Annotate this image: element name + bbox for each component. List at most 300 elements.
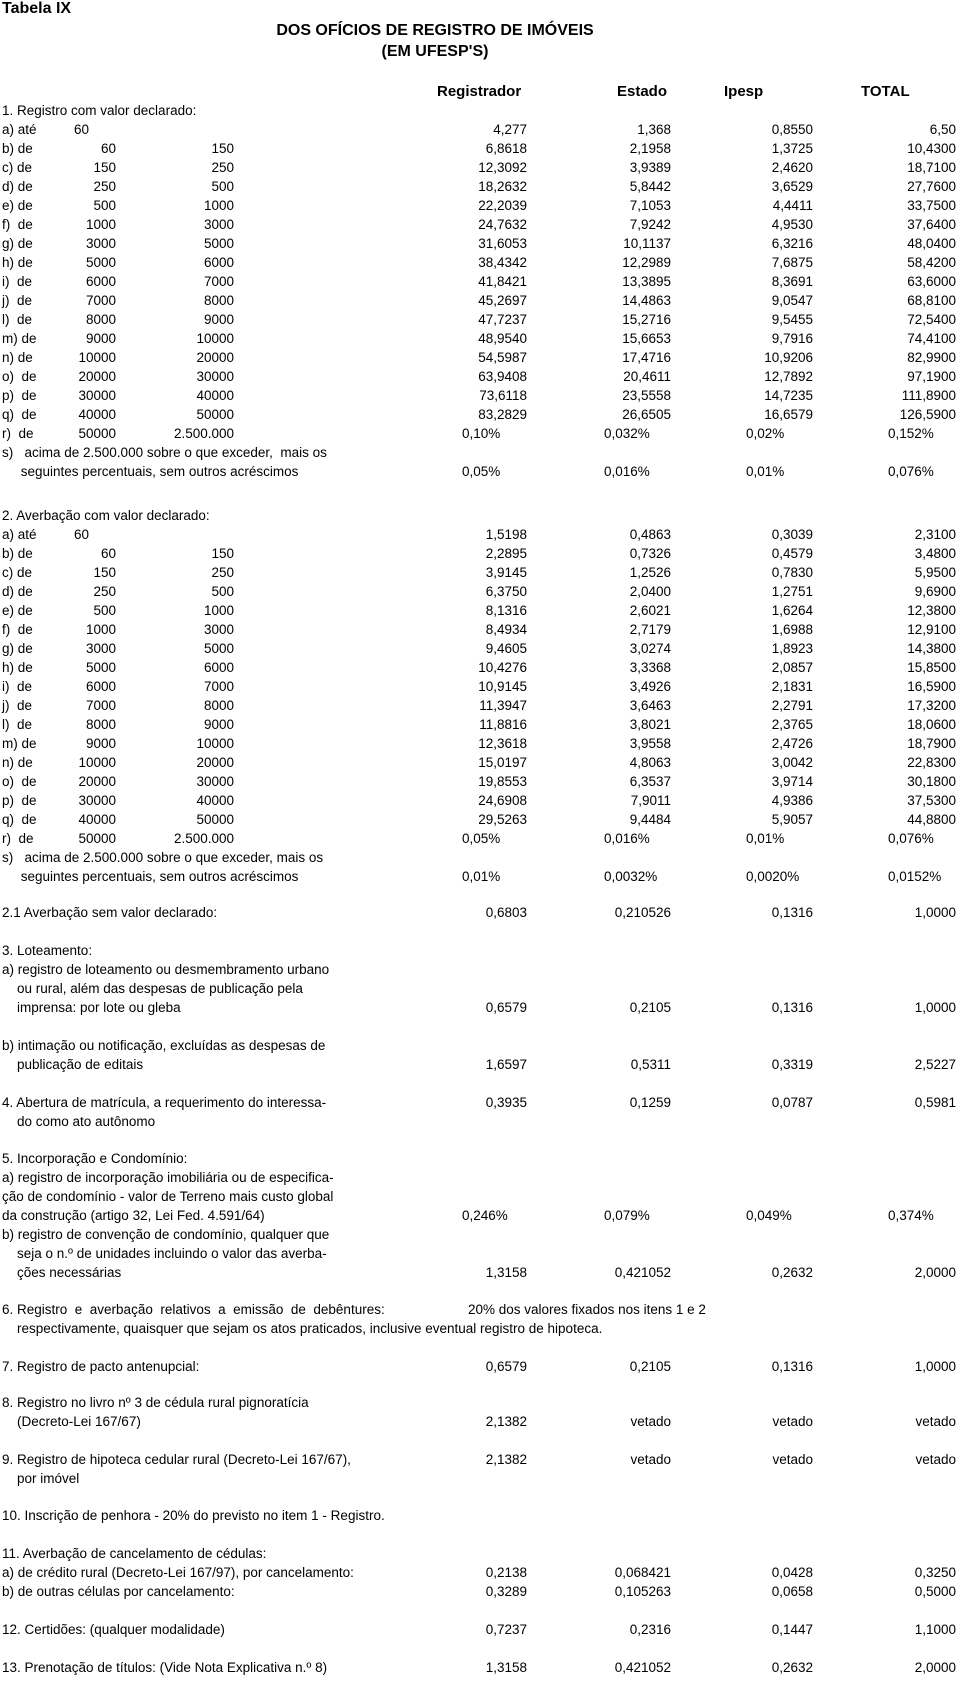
section-heading: 1. Registro com valor declarado: (2, 103, 197, 118)
value-cell: 13,3895 (622, 274, 671, 289)
value-cell: 83,2829 (478, 407, 527, 422)
value-cell: 3,9389 (629, 160, 671, 175)
range-to: 9000 (203, 312, 234, 327)
value-cell: 38,4342 (478, 255, 527, 270)
row-label: f) de (2, 622, 33, 637)
value-cell: 30,1800 (907, 774, 956, 789)
value-cell: 73,6118 (479, 388, 527, 403)
item-text: ou rural, além das despesas de publicação pela (2, 981, 303, 996)
value-cell: 0,6803 (485, 905, 527, 920)
value-cell: 0,02% (746, 426, 785, 441)
row-label: c) de (2, 160, 33, 175)
value-cell: 6,3750 (485, 584, 527, 599)
value-cell: 8,4934 (485, 622, 527, 637)
value-cell: 48,0400 (907, 236, 956, 251)
range-to: 8000 (203, 698, 234, 713)
section-heading: 2. Averbação com valor declarado: (2, 508, 210, 523)
range-to: 250 (211, 565, 234, 580)
range-from: 60 (100, 141, 116, 156)
value-cell: 0,5981 (914, 1095, 956, 1110)
value-cell: 3,0274 (629, 641, 671, 656)
row-label: l) de (2, 312, 33, 327)
range-from: 8000 (85, 312, 116, 327)
row-label: d) de (2, 584, 33, 599)
row-label: i) de (2, 679, 33, 694)
value-cell: 26,6505 (622, 407, 671, 422)
value-cell: 2,6021 (629, 603, 671, 618)
value-cell: 1,3725 (771, 141, 813, 156)
range-from: 10000 (78, 755, 116, 770)
value-cell: 12,3092 (478, 160, 527, 175)
value-cell: 0,3319 (771, 1057, 813, 1072)
range-from: 5000 (85, 255, 116, 270)
value-cell: 0,3250 (914, 1565, 956, 1580)
range-from: 3000 (85, 236, 116, 251)
range-from: 20000 (78, 369, 116, 384)
value-cell: 20,4611 (623, 369, 671, 384)
value-cell: 2,4620 (771, 160, 813, 175)
value-cell: 4,8063 (629, 755, 671, 770)
value-cell: 58,4200 (907, 255, 956, 270)
range-from: 60 (73, 527, 89, 542)
row-label: b) de (2, 546, 33, 561)
value-cell: 0,1316 (771, 1000, 813, 1015)
value-cell: 0,05% (462, 464, 501, 479)
value-cell: 37,5300 (907, 793, 956, 808)
value-cell: 1,0000 (914, 1359, 956, 1374)
item-text: 8. Registro no livro nº 3 de cédula rural pignoratícia (2, 1395, 309, 1410)
range-from: 250 (93, 584, 116, 599)
value-cell: 0,2632 (771, 1660, 813, 1675)
value-cell: 3,3368 (629, 660, 671, 675)
value-cell: 44,8800 (907, 812, 956, 827)
value-cell: 3,9145 (485, 565, 527, 580)
value-cell: 9,4605 (485, 641, 527, 656)
range-to: 3000 (203, 217, 234, 232)
value-cell: 63,9408 (478, 369, 527, 384)
value-cell: 24,7632 (478, 217, 527, 232)
value-cell: vetado (915, 1452, 956, 1467)
value-cell: 2,7179 (629, 622, 671, 637)
row-label: g) de (2, 236, 33, 251)
value-cell: 0,0658 (771, 1584, 813, 1599)
value-cell: 9,5455 (771, 312, 813, 327)
footnote-line: seguintes percentuais, sem outros acréscimos (2, 464, 299, 479)
value-cell: 0,1259 (629, 1095, 671, 1110)
value-cell: 0,421052 (614, 1660, 671, 1675)
value-cell: 14,4863 (622, 293, 671, 308)
value-cell: 47,7237 (478, 312, 527, 327)
range-to: 10000 (196, 736, 234, 751)
value-cell: 126,5900 (899, 407, 956, 422)
value-cell: 0,01% (746, 831, 785, 846)
value-cell: 0,032% (604, 426, 650, 441)
page-title: DOS OFÍCIOS DE REGISTRO DE IMÓVEIS (276, 22, 594, 39)
value-cell: 111,8900 (901, 388, 956, 403)
value-cell: 7,6875 (771, 255, 813, 270)
range-to: 150 (211, 141, 234, 156)
value-cell: 1,3158 (485, 1265, 527, 1280)
value-cell: 0,5000 (914, 1584, 956, 1599)
page-subtitle: (EM UFESP'S) (381, 43, 489, 60)
range-to: 2.500.000 (173, 831, 234, 846)
range-from: 50000 (78, 831, 116, 846)
value-cell: 0,2632 (771, 1265, 813, 1280)
value-cell: 6,8618 (485, 141, 527, 156)
section-heading: 3. Loteamento: (2, 943, 93, 958)
row-label: a) até (2, 122, 37, 137)
value-cell: 1,2751 (771, 584, 813, 599)
value-cell: 5,8442 (629, 179, 671, 194)
footnote-line: s) acima de 2.500.000 sobre o que exceder, mais os (2, 445, 327, 460)
item-text: b) registro de convenção de condomínio, qualquer que (2, 1227, 330, 1242)
value-cell: 2,3765 (771, 717, 813, 732)
value-cell: 11,8816 (479, 717, 527, 732)
value-cell: 24,6908 (478, 793, 527, 808)
value-cell: 1,1000 (914, 1622, 956, 1637)
value-cell: 12,9100 (907, 622, 956, 637)
value-cell: 10,9145 (478, 679, 527, 694)
value-cell: 31,6053 (478, 236, 527, 251)
value-cell: 2,0857 (771, 660, 813, 675)
value-cell: 2,0400 (629, 584, 671, 599)
value-cell: 23,5558 (622, 388, 671, 403)
value-cell: 4,277 (493, 122, 527, 137)
value-cell: 12,7892 (764, 369, 813, 384)
item-2-1: 2.1 Averbação sem valor declarado: (2, 905, 218, 920)
value-cell: vetado (915, 1414, 956, 1429)
value-cell: 3,0042 (771, 755, 813, 770)
range-to: 1000 (203, 198, 234, 213)
item-text: seja o n.º de unidades incluindo o valor das averba- (2, 1246, 327, 1261)
value-cell: 0,068421 (614, 1565, 671, 1580)
value-cell: 0,079% (604, 1208, 650, 1223)
value-cell: 0,2316 (629, 1622, 671, 1637)
value-cell: 12,3800 (907, 603, 956, 618)
value-cell: 0,016% (604, 464, 650, 479)
value-cell: vetado (630, 1452, 671, 1467)
row-label: o) de (2, 774, 37, 789)
value-cell: 3,6463 (629, 698, 671, 713)
item-text: da construção (artigo 32, Lei Fed. 4.591/64) (2, 1208, 265, 1223)
row-label: j) de (2, 698, 33, 713)
value-cell: 16,5900 (907, 679, 956, 694)
range-from: 40000 (78, 407, 116, 422)
value-cell: 2,1382 (485, 1452, 527, 1467)
value-cell: 68,8100 (907, 293, 956, 308)
row-label: j) de (2, 293, 33, 308)
row-label: m) de (2, 331, 37, 346)
value-cell: 6,3537 (629, 774, 671, 789)
item-text: 6. Registro e averbação relativos a emissão de debêntures: (2, 1302, 385, 1317)
range-to: 6000 (203, 255, 234, 270)
value-cell: 0,0152% (888, 869, 942, 884)
item-text: 10. Inscrição de penhora - 20% do previsto no item 1 - Registro. (2, 1508, 385, 1523)
value-cell: 41,8421 (478, 274, 527, 289)
range-to: 50000 (196, 812, 234, 827)
range-to: 3000 (203, 622, 234, 637)
value-cell: 6,3216 (771, 236, 813, 251)
value-cell: 4,9530 (771, 217, 813, 232)
value-cell: 0,2105 (629, 1000, 671, 1015)
value-cell: 74,4100 (907, 331, 956, 346)
value-cell: 4,4411 (772, 198, 813, 213)
range-to: 8000 (203, 293, 234, 308)
range-to: 2.500.000 (173, 426, 234, 441)
value-cell: 9,4484 (629, 812, 671, 827)
item-text: do como ato autônomo (2, 1114, 156, 1129)
value-cell: 0,01% (462, 869, 501, 884)
range-from: 500 (93, 603, 116, 618)
range-from: 5000 (85, 660, 116, 675)
value-cell: 5,9500 (914, 565, 956, 580)
row-label: e) de (2, 198, 33, 213)
value-cell: 1,6597 (485, 1057, 527, 1072)
item-text: b) intimação ou notificação, excluídas as despesas de (2, 1038, 326, 1053)
item-text: ção de condomínio - valor de Terreno mais custo global (2, 1189, 334, 1204)
item-text: b) de outras células por cancelamento: (2, 1584, 235, 1599)
range-from: 9000 (85, 736, 116, 751)
value-cell: 2,3100 (914, 527, 956, 542)
value-cell: 17,4716 (622, 350, 671, 365)
row-label: q) de (2, 407, 37, 422)
row-label: m) de (2, 736, 37, 751)
value-cell: 12,3618 (478, 736, 527, 751)
value-cell: 0,049% (746, 1208, 792, 1223)
value-cell: 0,3935 (485, 1095, 527, 1110)
value-cell: 0,016% (604, 831, 650, 846)
value-cell: 0,152% (888, 426, 934, 441)
value-cell: 0,8550 (771, 122, 813, 137)
value-cell: 82,9900 (907, 350, 956, 365)
value-cell: 15,0197 (478, 755, 527, 770)
item-text: 4. Abertura de matrícula, a requerimento do interessa- (2, 1095, 327, 1110)
value-cell: 0,246% (462, 1208, 508, 1223)
value-cell: 3,4926 (629, 679, 671, 694)
range-from: 60 (100, 546, 116, 561)
item-text: a) de crédito rural (Decreto-Lei 167/97), por cancelamento: (2, 1565, 354, 1580)
value-cell: 10,9206 (764, 350, 813, 365)
range-to: 1000 (203, 603, 234, 618)
value-cell: 9,7916 (771, 331, 813, 346)
value-cell: 18,2632 (478, 179, 527, 194)
range-to: 5000 (203, 641, 234, 656)
item-text: imprensa: por lote ou gleba (2, 1000, 181, 1015)
value-cell: 0,0020% (746, 869, 800, 884)
row-label: b) de (2, 141, 33, 156)
value-cell: 1,368 (637, 122, 671, 137)
value-cell: 0,1316 (771, 905, 813, 920)
row-label: r) de (2, 831, 34, 846)
value-cell: 0,5311 (630, 1057, 671, 1072)
value-cell: 18,7900 (907, 736, 956, 751)
item-text: publicação de editais (2, 1057, 144, 1072)
range-from: 30000 (78, 793, 116, 808)
range-to: 7000 (203, 679, 234, 694)
row-label: q) de (2, 812, 37, 827)
value-cell: 33,7500 (907, 198, 956, 213)
value-cell: 2,4726 (771, 736, 813, 751)
value-cell: 3,9714 (771, 774, 813, 789)
value-cell: 0,2105 (629, 1359, 671, 1374)
value-cell: 14,7235 (764, 388, 813, 403)
value-cell: 10,1137 (623, 236, 671, 251)
value-cell: 7,9242 (629, 217, 671, 232)
range-to: 150 (211, 546, 234, 561)
row-label: f) de (2, 217, 33, 232)
range-from: 1000 (85, 622, 116, 637)
value-cell: 0,421052 (614, 1265, 671, 1280)
value-cell: 6,50 (929, 122, 956, 137)
row-label: h) de (2, 660, 33, 675)
value-cell: 0,076% (888, 831, 934, 846)
value-cell: 0,3289 (485, 1584, 527, 1599)
value-cell: 0,4863 (629, 527, 671, 542)
column-header-total: TOTAL (861, 83, 910, 100)
value-cell: 54,5987 (478, 350, 527, 365)
value-cell: 0,6579 (485, 1000, 527, 1015)
value-cell: 15,8500 (907, 660, 956, 675)
range-from: 60 (73, 122, 89, 137)
value-cell: 22,2039 (478, 198, 527, 213)
value-cell: 0,0428 (771, 1565, 813, 1580)
value-cell: 15,6653 (622, 331, 671, 346)
column-header-estado: Estado (617, 83, 668, 100)
range-to: 5000 (203, 236, 234, 251)
range-to: 500 (211, 584, 234, 599)
value-cell: 19,8553 (478, 774, 527, 789)
range-from: 500 (93, 198, 116, 213)
range-to: 30000 (196, 369, 234, 384)
value-cell: 0,105263 (614, 1584, 671, 1599)
item-text: 9. Registro de hipoteca cedular rural (Decreto-Lei 167/67), (2, 1452, 351, 1467)
item-text: 13. Prenotação de títulos: (Vide Nota Explicativa n.º 8) (2, 1660, 328, 1675)
value-cell: 3,4800 (914, 546, 956, 561)
range-to: 30000 (196, 774, 234, 789)
value-cell: 1,8923 (771, 641, 813, 656)
value-cell: 18,7100 (907, 160, 956, 175)
value-cell: 7,9011 (630, 793, 671, 808)
value-cell: 1,0000 (914, 905, 956, 920)
row-label: g) de (2, 641, 33, 656)
value-cell: 0,4579 (771, 546, 813, 561)
value-cell: 14,3800 (907, 641, 956, 656)
value-cell: 10,4300 (907, 141, 956, 156)
row-label: p) de (2, 793, 37, 808)
range-from: 3000 (85, 641, 116, 656)
row-label: n) de (2, 755, 33, 770)
item-text: (Decreto-Lei 167/67) (2, 1414, 141, 1429)
value-cell: 0,7237 (485, 1622, 527, 1637)
value-cell: 29,5263 (478, 812, 527, 827)
value-cell: 2,0000 (914, 1660, 956, 1675)
table-label: Tabela IX (2, 0, 72, 17)
value-cell: 2,2791 (771, 698, 813, 713)
value-cell: 9,0547 (771, 293, 813, 308)
range-from: 9000 (85, 331, 116, 346)
range-from: 250 (93, 179, 116, 194)
range-from: 150 (93, 565, 116, 580)
value-cell: 0,3039 (771, 527, 813, 542)
value-cell: 0,7830 (771, 565, 813, 580)
range-to: 7000 (203, 274, 234, 289)
footnote-line: seguintes percentuais, sem outros acréscimos (2, 869, 299, 884)
value-cell: 27,7600 (907, 179, 956, 194)
row-label: a) até (2, 527, 37, 542)
value-cell: 7,1053 (629, 198, 671, 213)
range-to: 10000 (196, 331, 234, 346)
row-label: e) de (2, 603, 33, 618)
range-from: 7000 (85, 698, 116, 713)
row-label: p) de (2, 388, 37, 403)
range-from: 8000 (85, 717, 116, 732)
value-cell: 9,6900 (914, 584, 956, 599)
value-cell: 10,4276 (478, 660, 527, 675)
range-to: 40000 (196, 793, 234, 808)
value-cell: 0,01% (746, 464, 785, 479)
value-cell: 8,3691 (771, 274, 813, 289)
item-text: ções necessárias (2, 1265, 122, 1280)
item-text: 12. Certidões: (qualquer modalidade) (2, 1622, 225, 1637)
value-cell: 72,5400 (907, 312, 956, 327)
value-cell: 2,5227 (914, 1057, 956, 1072)
value-cell: 15,2716 (622, 312, 671, 327)
range-from: 1000 (85, 217, 116, 232)
value-cell: 0,210526 (614, 905, 671, 920)
range-from: 30000 (78, 388, 116, 403)
value-cell: 2,1382 (485, 1414, 527, 1429)
range-from: 40000 (78, 812, 116, 827)
value-cell: 0,076% (888, 464, 934, 479)
section-heading: 5. Incorporação e Condomínio: (2, 1151, 188, 1166)
value-cell: 0,10% (462, 426, 501, 441)
value-cell: 12,2989 (622, 255, 671, 270)
range-to: 20000 (196, 350, 234, 365)
item-text: por imóvel (2, 1471, 80, 1486)
row-label: r) de (2, 426, 34, 441)
item-text: a) registro de loteamento ou desmembramento urbano (2, 962, 330, 977)
value-cell: 63,6000 (907, 274, 956, 289)
range-from: 6000 (85, 679, 116, 694)
value-cell: vetado (772, 1452, 813, 1467)
range-to: 9000 (203, 717, 234, 732)
value-cell: 2,1958 (629, 141, 671, 156)
value-cell: 1,6988 (771, 622, 813, 637)
value-cell: 1,3158 (485, 1660, 527, 1675)
range-from: 7000 (85, 293, 116, 308)
value-cell: vetado (630, 1414, 671, 1429)
range-to: 20000 (196, 755, 234, 770)
row-label: c) de (2, 565, 33, 580)
value-cell: 45,2697 (478, 293, 527, 308)
value-cell: 4,9386 (771, 793, 813, 808)
value-cell: 0,1316 (771, 1359, 813, 1374)
range-from: 50000 (78, 426, 116, 441)
row-label: l) de (2, 717, 33, 732)
range-to: 6000 (203, 660, 234, 675)
section-heading: 11. Averbação de cancelamento de cédulas: (2, 1546, 267, 1561)
value-cell: 1,6264 (771, 603, 813, 618)
value-cell: 0,05% (462, 831, 501, 846)
value-cell: 0,7326 (629, 546, 671, 561)
value-cell: 2,2895 (485, 546, 527, 561)
row-label: h) de (2, 255, 33, 270)
range-to: 500 (211, 179, 234, 194)
value-cell: 97,1900 (907, 369, 956, 384)
value-cell: 0,6579 (485, 1359, 527, 1374)
value-cell: 3,9558 (629, 736, 671, 751)
row-label: d) de (2, 179, 33, 194)
